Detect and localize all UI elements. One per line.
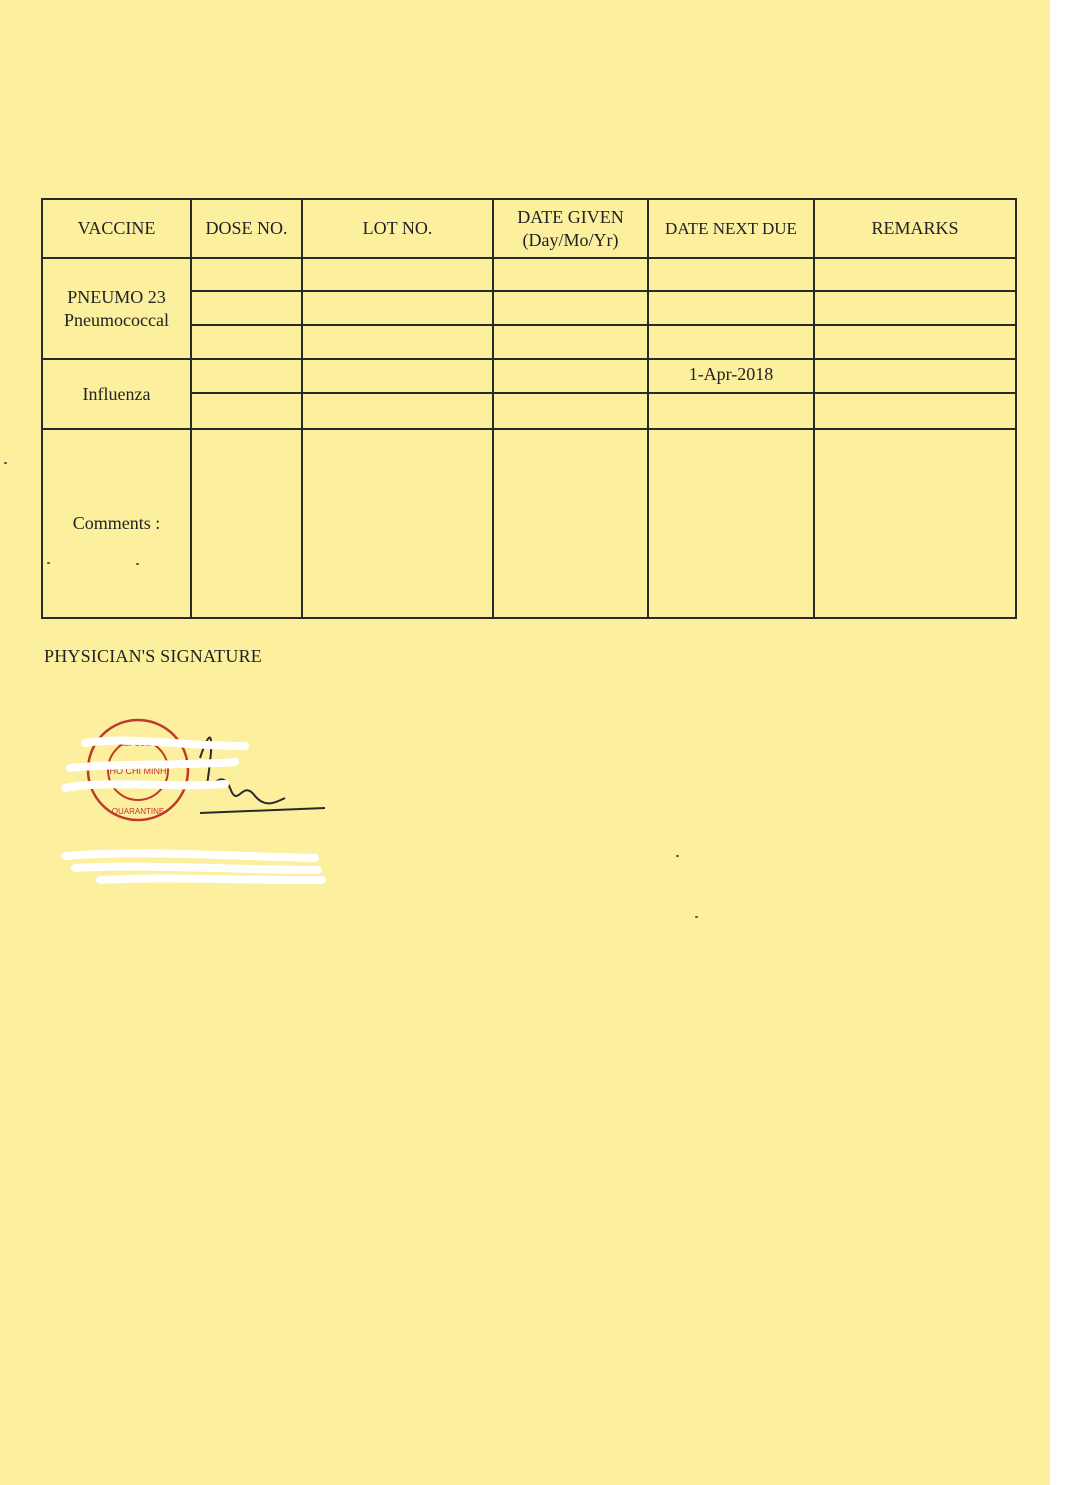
vaccination-table xyxy=(41,198,1017,619)
lot-cell xyxy=(302,258,493,291)
comments-cell xyxy=(814,429,1016,618)
paper-speck xyxy=(4,462,7,464)
date-given-cell xyxy=(493,291,648,325)
date-next-due-cell xyxy=(648,325,814,359)
header-lot-no: LOT NO. xyxy=(302,199,493,258)
dose-cell xyxy=(191,291,302,325)
comments-cell xyxy=(302,429,493,618)
comments-row xyxy=(42,429,1016,618)
vaccine-name-line1: PNEUMO 23 xyxy=(67,287,166,308)
table-row xyxy=(42,359,1016,393)
signature-stamp-area xyxy=(60,718,340,898)
date-given-cell xyxy=(493,359,648,393)
date-next-due-cell xyxy=(648,258,814,291)
remarks-cell xyxy=(814,291,1016,325)
remarks-cell xyxy=(814,325,1016,359)
vaccine-name-line1: Influenza xyxy=(82,383,151,404)
header-date-next-due: DATE NEXT DUE xyxy=(648,199,814,258)
lot-cell xyxy=(302,359,493,393)
paper-speck xyxy=(136,563,139,565)
date-given-cell xyxy=(493,325,648,359)
comments-cell xyxy=(493,429,648,618)
header-vaccine: VACCINE xyxy=(42,199,191,258)
date-given-cell xyxy=(493,258,648,291)
date-next-due-cell xyxy=(648,393,814,428)
header-date-given xyxy=(493,199,648,258)
lot-cell xyxy=(302,291,493,325)
official-stamp-and-signature xyxy=(60,718,340,898)
vaccination-table-container xyxy=(41,198,1015,619)
date-next-due-cell xyxy=(648,291,814,325)
official-stamp-icon xyxy=(88,720,188,820)
dose-cell xyxy=(191,258,302,291)
header-dose-no: DOSE NO. xyxy=(191,199,302,258)
header-date-given-line2: (Day/Mo/Yr) xyxy=(522,229,619,250)
table-row xyxy=(42,258,1016,291)
comments-cell xyxy=(191,429,302,618)
date-given-cell xyxy=(493,393,648,428)
physician-signature-label: PHYSICIAN'S SIGNATURE xyxy=(44,646,262,666)
vaccine-name-line2: Pneumococcal xyxy=(64,309,169,330)
remarks-cell xyxy=(814,393,1016,428)
dose-cell xyxy=(191,393,302,428)
lot-cell xyxy=(302,325,493,359)
header-date-given-line1: DATE GIVEN xyxy=(517,207,624,228)
lot-cell xyxy=(302,393,493,428)
paper-speck xyxy=(695,916,698,918)
remarks-cell xyxy=(814,359,1016,393)
remarks-cell xyxy=(814,258,1016,291)
svg-text:QUARANTINE: QUARANTINE xyxy=(111,807,165,816)
dose-cell xyxy=(191,359,302,393)
vaccine-name-influenza xyxy=(42,359,191,428)
paper-speck xyxy=(47,562,50,564)
date-next-due-value: 1-Apr-2018 xyxy=(648,359,814,393)
comments-label: Comments : xyxy=(42,429,191,618)
header-remarks: REMARKS xyxy=(814,199,1016,258)
table-header-row xyxy=(42,199,1016,258)
svg-text:HO CHI MINH: HO CHI MINH xyxy=(109,766,167,776)
paper-speck xyxy=(676,855,679,857)
vaccine-name-pneumo xyxy=(42,258,191,359)
dose-cell xyxy=(191,325,302,359)
comments-cell xyxy=(648,429,814,618)
svg-text:REPUBLIC: REPUBLIC xyxy=(117,739,159,748)
